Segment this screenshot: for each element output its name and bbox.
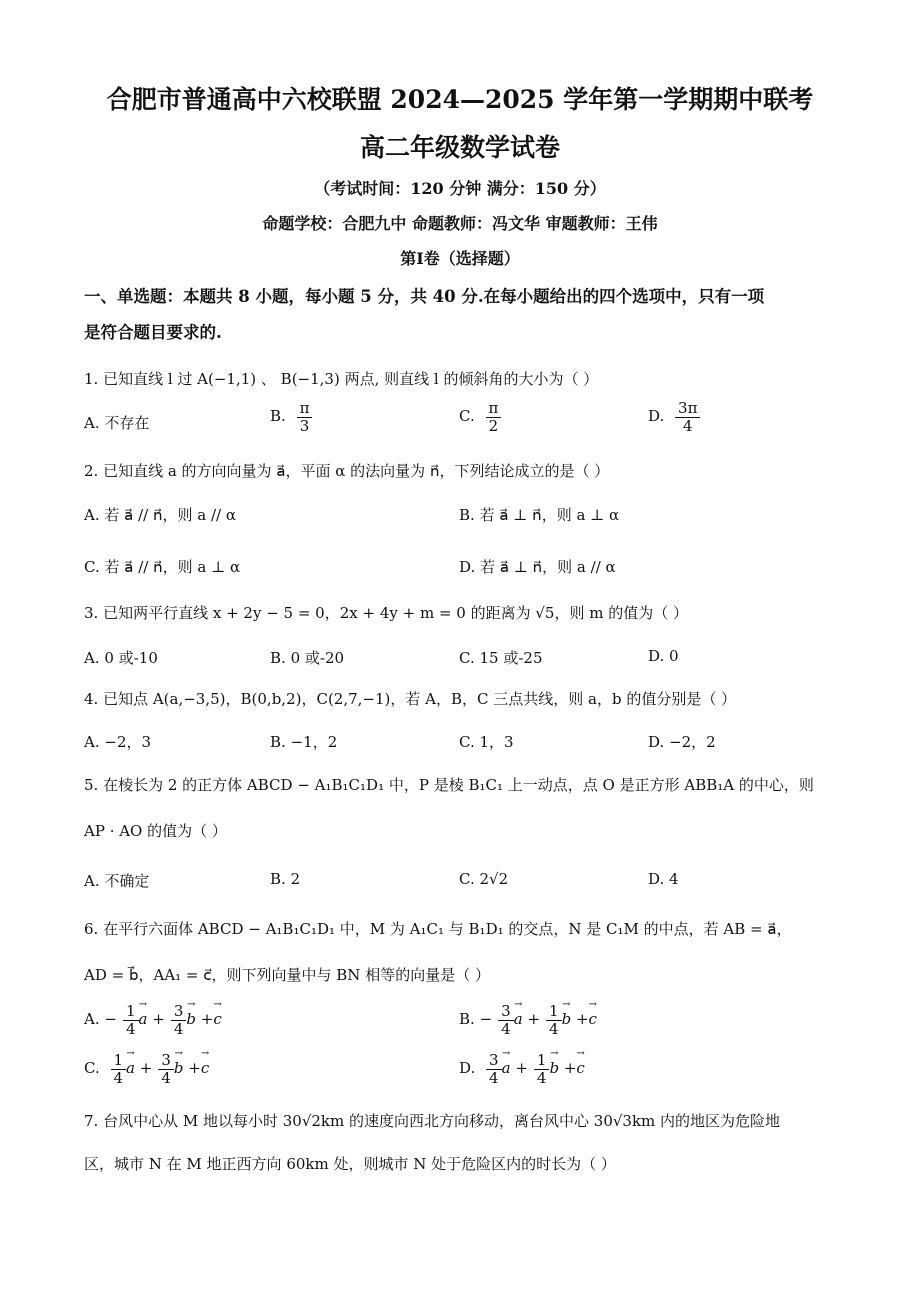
denominator: 4	[536, 1068, 547, 1087]
option-label: D.	[648, 733, 665, 751]
option-label: C.	[459, 870, 475, 888]
exam-subtitle: 高二年级数学试卷	[359, 133, 560, 162]
volume-heading: 第Ⅰ卷（选择题）	[400, 249, 520, 268]
option-label: D.	[459, 1059, 476, 1077]
option-label: B.	[270, 407, 286, 425]
option-text: 0	[669, 647, 679, 665]
vector-a: → a	[139, 1010, 148, 1028]
denominator: 4	[113, 1068, 124, 1087]
question-1-option-c	[459, 400, 501, 434]
option-label: A.	[84, 506, 100, 524]
question-4-option-d	[648, 731, 716, 752]
option-label: C.	[459, 733, 475, 751]
option-label: C.	[84, 558, 100, 576]
question-1-stem: 1. 已知直线 l 过 A(−1,1) 、 B(−1,3) 两点, 则直线 l 的倾斜角的大小为（ ）	[84, 370, 599, 388]
option-label: B.	[459, 506, 475, 524]
numerator: 3	[486, 1052, 502, 1070]
vector-c: → c	[201, 1059, 209, 1077]
denominator: 4	[501, 1019, 511, 1038]
question-4-stem: 4. 已知点 A(a,−3,5)，B(0,b,2)，C(2,7,−1)，若 A，B，C 三点共线，则 a，b 的值分别是（ ）	[84, 690, 737, 708]
authors-line: 命题学校：合肥九中 命题教师：冯文华 审题教师：王伟	[262, 214, 658, 233]
option-label: B.	[270, 870, 286, 888]
numerator: 3π	[675, 400, 700, 418]
option-label: A.	[84, 1010, 100, 1028]
option-label: D.	[459, 558, 476, 576]
option-text: 2√2	[479, 870, 509, 888]
question-3-option-a	[84, 647, 158, 668]
question-3-option-b	[270, 647, 344, 668]
sign: +	[152, 1010, 165, 1028]
fraction	[171, 1003, 187, 1037]
question-5-option-a	[84, 870, 149, 891]
option-text: 0 或-20	[290, 649, 345, 667]
option-label: B.	[459, 1010, 475, 1028]
numerator: 1	[123, 1003, 139, 1021]
fraction	[534, 1052, 550, 1086]
question-4-option-a	[84, 731, 151, 752]
question-5-stem-line2: AP · AO 的值为（ ）	[84, 822, 227, 840]
vector-a: → a	[514, 1010, 523, 1028]
question-2-option-a	[84, 504, 236, 525]
option-text: 若 a⃗ // n⃗，则 a ⊥ α	[104, 558, 241, 576]
fraction	[123, 1003, 139, 1037]
option-label: A.	[84, 733, 100, 751]
denominator: 4	[489, 1068, 499, 1087]
option-text: 4	[669, 870, 679, 888]
question-3-stem: 3. 已知两平行直线 x + 2y − 5 = 0，2x + 4y + m = 0 的距离为 √5，则 m 的值为（ ）	[84, 604, 688, 622]
question-2-option-d	[459, 556, 616, 577]
fraction	[486, 400, 502, 434]
vector-c: → c	[213, 1010, 221, 1028]
option-text: −2，2	[669, 733, 716, 751]
numerator: 3	[171, 1003, 187, 1021]
sign: +	[200, 1010, 214, 1028]
denominator: 4	[125, 1019, 136, 1038]
option-text: 若 a⃗ ⊥ n⃗，则 a ⊥ α	[479, 506, 620, 524]
fraction	[486, 1052, 502, 1086]
numerator: π	[297, 400, 313, 418]
option-label: B.	[270, 733, 286, 751]
option-label: D.	[648, 647, 665, 665]
question-2-option-b	[459, 504, 619, 525]
option-label: D.	[648, 407, 665, 425]
option-text: 若 a⃗ // n⃗，则 a // α	[104, 506, 236, 524]
question-1-option-d	[648, 400, 700, 434]
option-label: D.	[648, 870, 665, 888]
option-text: 若 a⃗ ⊥ n⃗，则 a // α	[480, 558, 616, 576]
option-text: 0 或-10	[104, 649, 158, 667]
question-5-option-b	[270, 870, 300, 888]
option-label: A.	[84, 872, 100, 890]
numerator: 1	[546, 1003, 562, 1021]
sign: +	[563, 1059, 577, 1077]
option-text: 2	[290, 870, 301, 888]
question-5-stem-line1: 5. 在棱长为 2 的正方体 ABCD − A₁B₁C₁D₁ 中，P 是棱 B₁C₁ 上一动点，点 O 是正方形 ABB₁A 的中心，则	[84, 776, 814, 794]
vector-c: → c	[576, 1059, 584, 1077]
numerator: 3	[158, 1052, 174, 1070]
vector-b: → b	[186, 1010, 196, 1028]
question-1-option-a	[84, 412, 149, 433]
vector-b: → b	[174, 1059, 184, 1077]
vector-b: → b	[562, 1010, 572, 1028]
sign: +	[515, 1059, 528, 1077]
question-7-stem-line2: 区，城市 N 在 M 地正西方向 60km 处，则城市 N 处于危险区内的时长为（ ）	[84, 1155, 616, 1173]
question-6-option-a	[84, 1003, 222, 1037]
option-text: 不存在	[104, 414, 150, 432]
fraction	[297, 400, 313, 434]
numerator: π	[486, 400, 502, 418]
vector-a: → a	[126, 1059, 135, 1077]
question-5-option-d	[648, 870, 679, 888]
denominator: 3	[299, 416, 310, 435]
option-text: −1，2	[290, 733, 338, 751]
sign: +	[139, 1059, 153, 1077]
question-3-option-c	[459, 647, 543, 668]
question-4-option-b	[270, 731, 337, 752]
option-label: A.	[84, 649, 100, 667]
option-text: 1，3	[479, 733, 514, 751]
denominator: 4	[682, 416, 693, 435]
option-text: 15 或-25	[479, 649, 543, 667]
numerator: 1	[534, 1052, 550, 1070]
exam-title: 合肥市普通高中六校联盟 2024—2025 学年第一学期期中联考	[106, 85, 814, 114]
exam-info: （考试时间：120 分钟 满分：150 分）	[314, 179, 606, 198]
question-6-stem-line1: 6. 在平行六面体 ABCD − A₁B₁C₁D₁ 中，M 为 A₁C₁ 与 B₁D₁ 的交点，N 是 C₁M 的中点，若 AB = a⃗，	[84, 920, 792, 938]
vector-a: → a	[502, 1059, 511, 1077]
denominator: 4	[161, 1068, 171, 1087]
denominator: 2	[488, 416, 499, 435]
sign: +	[188, 1059, 201, 1077]
fraction	[498, 1003, 514, 1037]
option-text: 不确定	[104, 872, 150, 890]
option-label: B.	[270, 649, 286, 667]
question-6-option-c	[84, 1052, 209, 1086]
option-label: A.	[84, 414, 100, 432]
question-6-option-d	[459, 1052, 585, 1086]
denominator: 4	[173, 1019, 184, 1038]
fraction	[158, 1052, 174, 1086]
sign: −	[104, 1010, 117, 1028]
question-2-stem: 2. 已知直线 a 的方向向量为 a⃗，平面 α 的法向量为 n⃗，下列结论成立的是（ ）	[84, 462, 610, 480]
question-5-option-c	[459, 870, 508, 888]
question-1-option-b	[270, 400, 312, 434]
numerator: 1	[111, 1052, 127, 1070]
question-4-option-c	[459, 731, 514, 752]
sign: +	[575, 1010, 589, 1028]
vector-c: → c	[589, 1010, 597, 1028]
fraction	[675, 400, 700, 434]
option-label: C.	[459, 649, 475, 667]
section-instructions-line1: 一、单选题：本题共 8 小题，每小题 5 分，共 40 分.在每小题给出的四个选项中，只有一项	[84, 287, 765, 306]
question-7-stem-line1: 7. 台风中心从 M 地以每小时 30√2km 的速度向西北方向移动，离台风中心 30√3km 内的地区为危险地	[84, 1112, 781, 1130]
section-instructions-line2: 是符合题目要求的.	[84, 323, 222, 342]
numerator: 3	[498, 1003, 514, 1021]
question-6-option-b	[459, 1003, 597, 1037]
option-text: −2，3	[104, 733, 152, 751]
denominator: 4	[549, 1019, 559, 1038]
fraction	[546, 1003, 562, 1037]
vector-b: → b	[549, 1059, 559, 1077]
option-label: C.	[459, 407, 475, 425]
question-6-stem-line2: AD = b⃗，AA₁ = c⃗，则下列向量中与 BN 相等的向量是（ ）	[84, 966, 490, 984]
option-label: C.	[84, 1059, 100, 1077]
sign: −	[479, 1010, 493, 1028]
sign: +	[527, 1010, 541, 1028]
fraction	[111, 1052, 127, 1086]
question-2-option-c	[84, 556, 240, 577]
question-3-option-d	[648, 647, 679, 665]
